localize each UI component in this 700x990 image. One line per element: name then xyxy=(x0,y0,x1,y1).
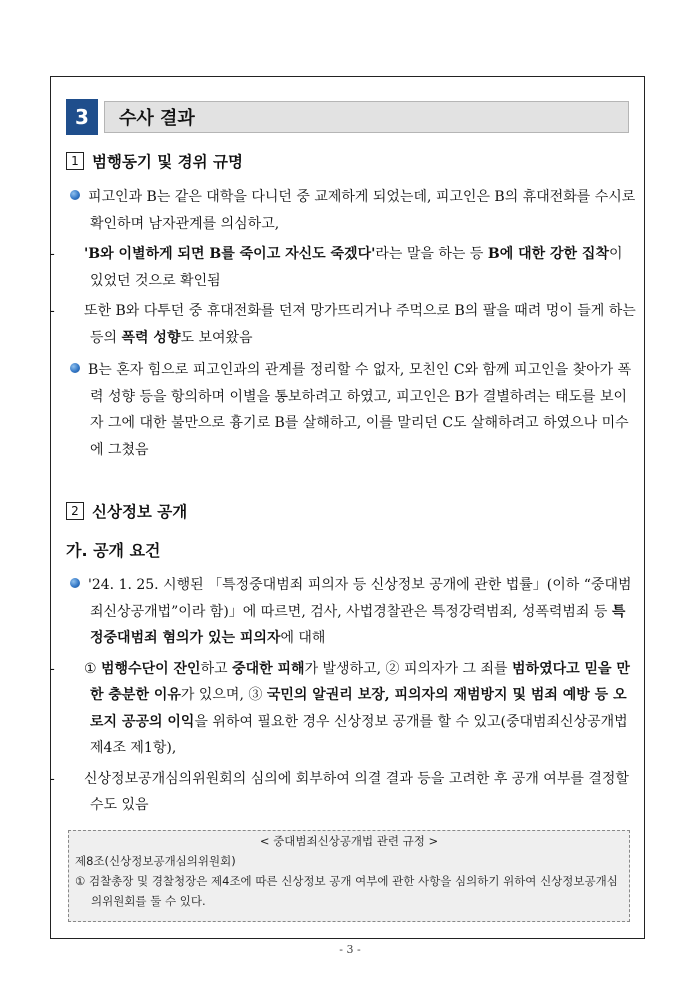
bullet-icon xyxy=(70,190,80,200)
minor-heading: 가. 공개 요건 xyxy=(66,541,161,560)
law-excerpt-box xyxy=(68,830,630,922)
section-number: 3 xyxy=(66,99,98,135)
subsection-2-heading xyxy=(66,500,187,522)
law-article: 제8조(신상정보공개심의위원회) xyxy=(75,854,236,868)
subsection-title: 신상정보 공개 xyxy=(92,503,188,521)
bullet-paragraph: B는 혼자 힘으로 피고인과의 관계를 정리할 수 없자, 모친인 C와 함께 피고인을 찾아가 폭력 성향 등을 항의하며 이별을 통보하려고 하였고, 피고인은 B가 결별하려는 태도를 보이자 그에 대한 불만으로 흉기로 B를 살해하고, 이를 말리던 C도 살해하려고 하였으나 미수에 그쳤음 xyxy=(70,357,636,463)
subsection-1-heading xyxy=(66,150,243,172)
bullet-paragraph: 피고인과 B는 같은 대학을 다니던 중 교제하게 되었는데, 피고인은 B의 휴대전화를 수시로 확인하며 남자관계를 의심하고, xyxy=(70,184,636,237)
bullet-icon xyxy=(70,578,80,588)
subsection-title: 범행동기 및 경위 규명 xyxy=(92,153,243,171)
law-item: ① 검찰총장 및 경찰청장은 제4조에 따른 신상정보 공개 여부에 관한 사항을 심의하기 위하여 신상정보공개심의위원회를 둘 수 있다. xyxy=(75,874,618,908)
dash-paragraph: - 또한 B와 다투던 중 휴대전화를 던져 망가뜨리거나 주먹으로 B의 팔을 때려 멍이 들게 하는 등의 폭력 성향도 보여왔음 xyxy=(50,303,636,346)
dash-paragraph: - ① 범행수단이 잔인하고 중대한 피해가 발생하고, ② 피의자가 그 죄를 범하였다고 믿을 만한 충분한 이유가 있으며, ③ 국민의 알권리 보장, 피의자의 재범방지 및 범죄 예방 등 오로지 공공의 이익을 위하여 필요한 경우 신상정보 공개를 할 수 있고(중대범죄신상공개법 제4조 제1항), xyxy=(50,660,630,756)
bullet-icon xyxy=(70,363,80,373)
section-header xyxy=(66,99,629,135)
subsection-1-body xyxy=(50,184,636,463)
dash-paragraph: - 신상정보공개심의위원회의 심의에 회부하여 의결 결과 등을 고려한 후 공개 여부를 결정할 수도 있음 xyxy=(50,770,629,813)
subsection-number-box: 1 xyxy=(66,152,84,170)
page-number: - 3 - xyxy=(339,943,361,956)
bullet-paragraph: '24. 1. 25. 시행된 「특정중대범죄 피의자 등 신상정보 공개에 관한 법률」(이하 “중대범죄신상공개법”이라 함)」에 따르면, 검사, 사법경찰관은 특정강력범죄, 성폭력범죄 등 특정중대범죄 혐의가 있는 피의자에 대해 xyxy=(70,572,636,652)
subsection-2-body xyxy=(50,572,636,819)
dash-paragraph: - 'B와 이별하게 되면 B를 죽이고 자신도 죽겠다'라는 말을 하는 등 B에 대한 강한 집착이 있었던 것으로 확인됨 xyxy=(50,246,623,289)
law-box-title: < 중대범죄신상공개법 관련 규정 > xyxy=(259,834,439,848)
subsection-number-box: 2 xyxy=(66,502,84,520)
section-title: 수사 결과 xyxy=(104,101,629,133)
